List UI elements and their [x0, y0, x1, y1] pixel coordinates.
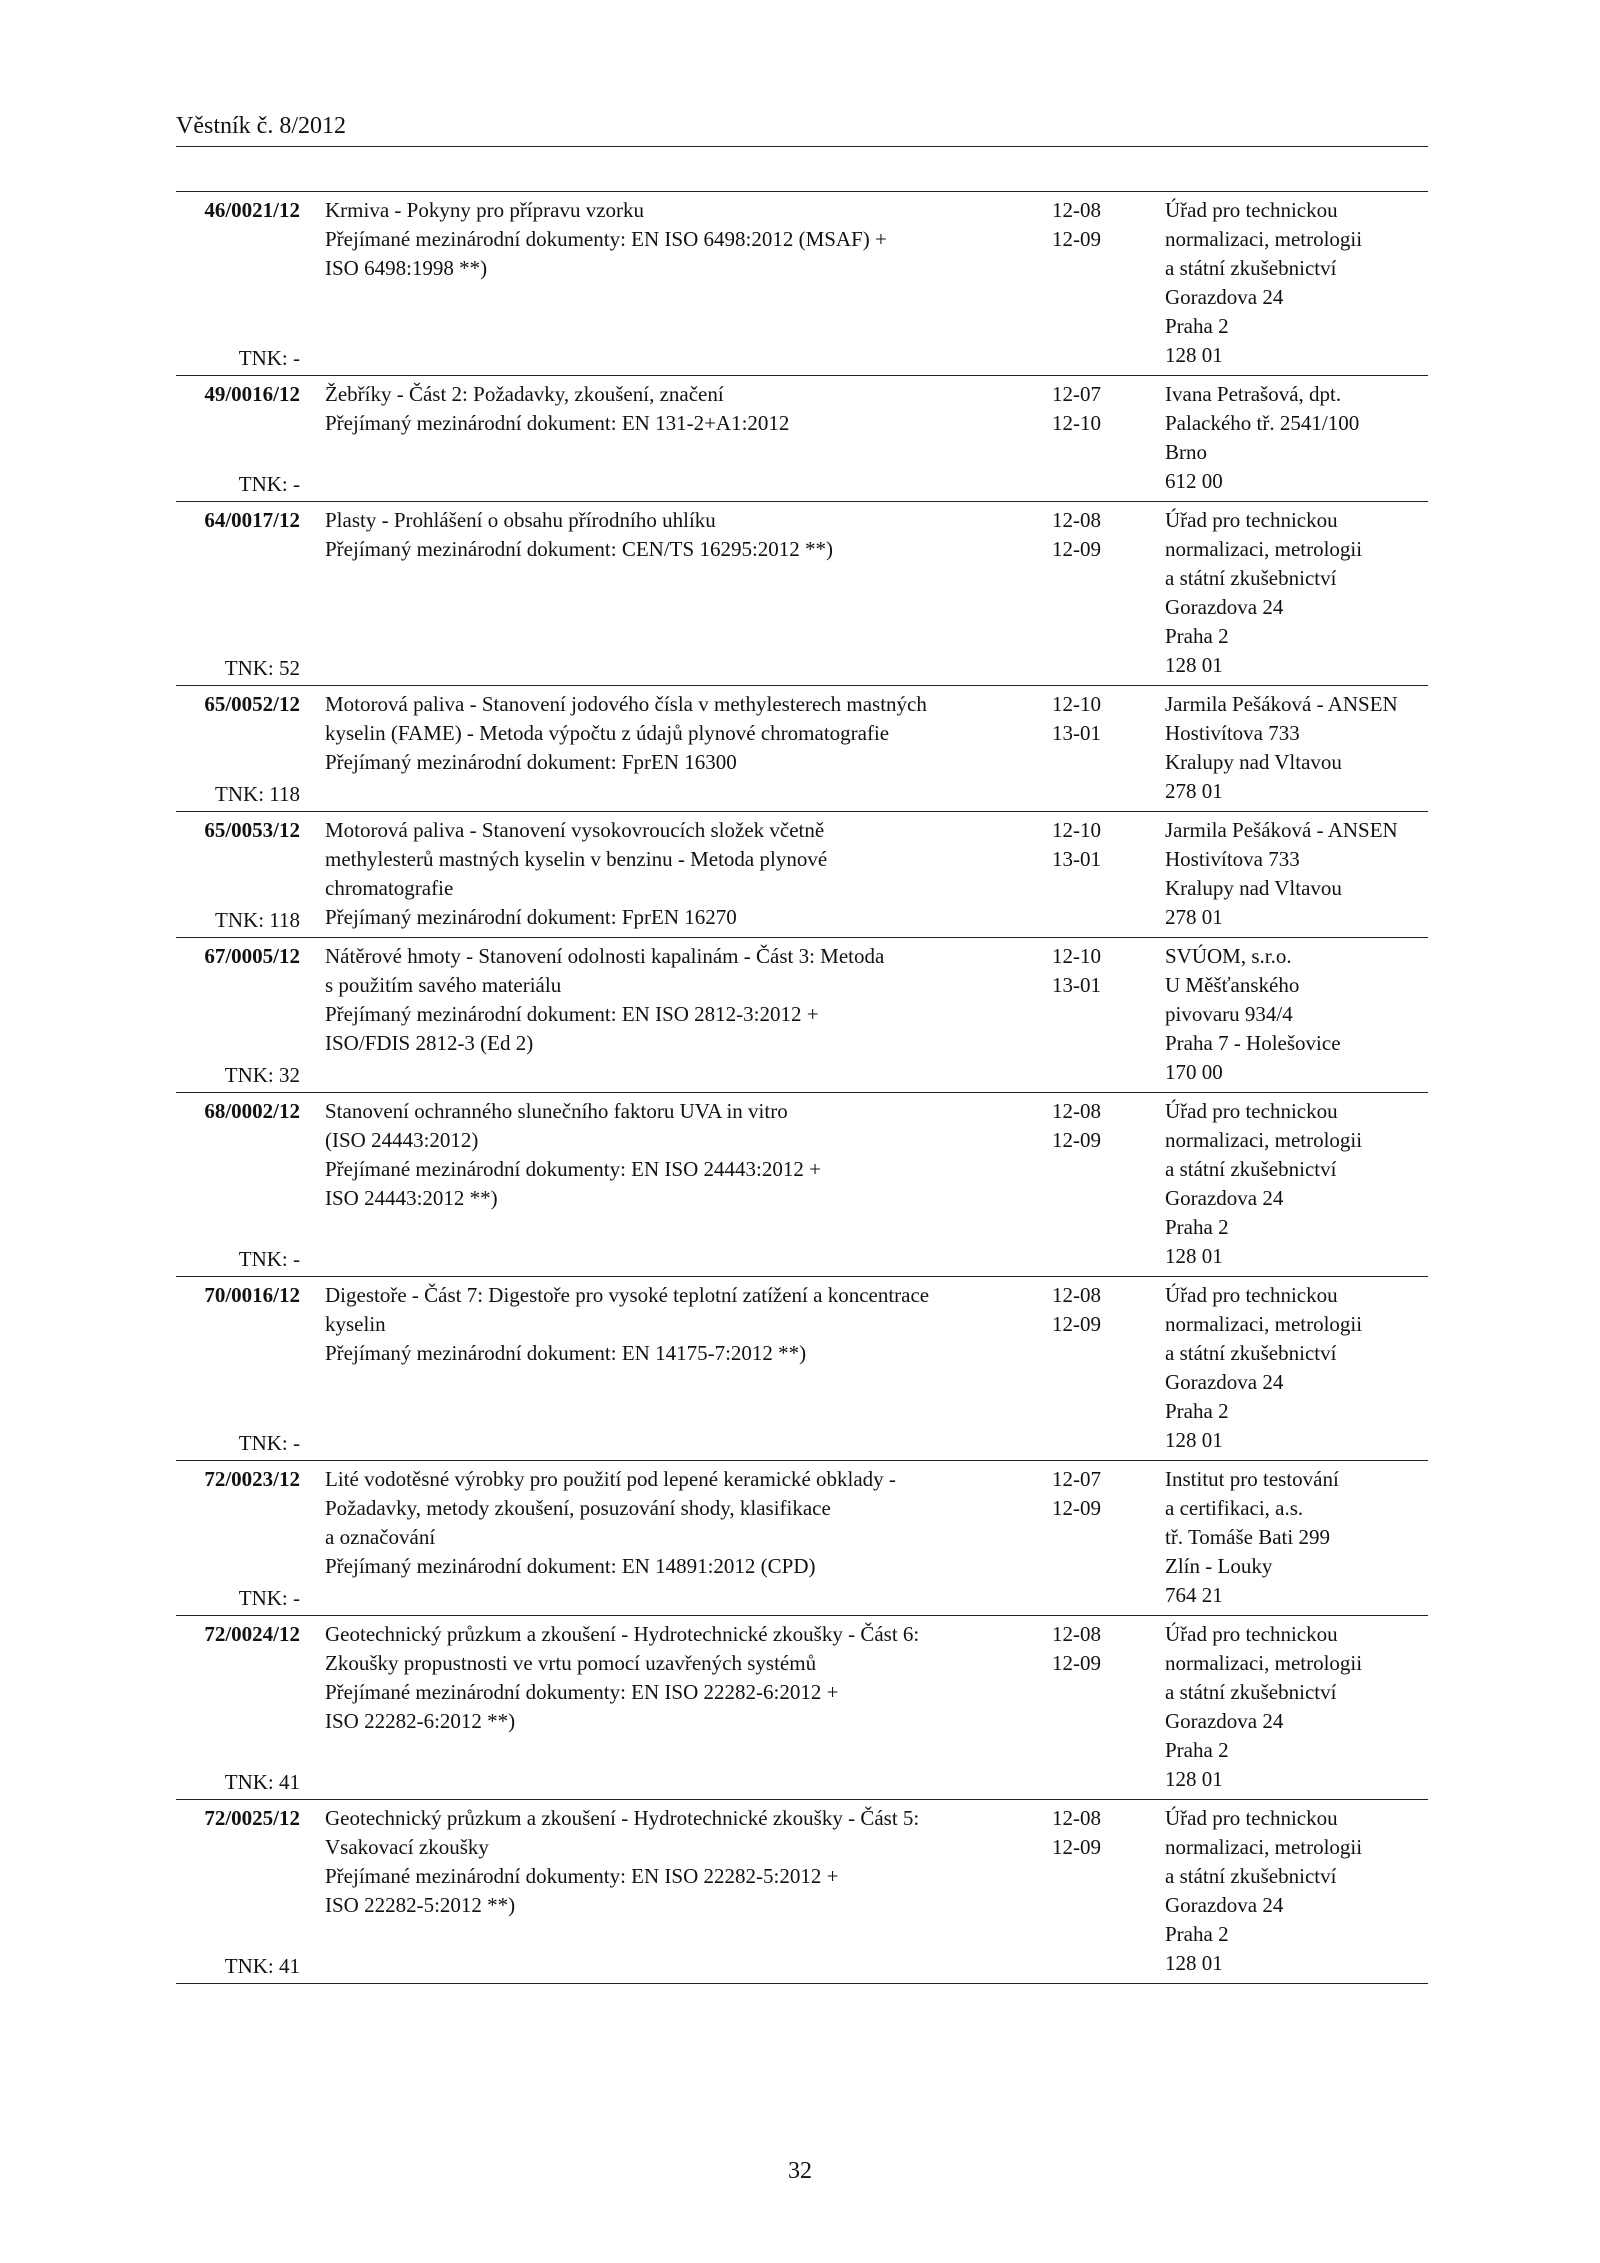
- table-row: [176, 1093, 1428, 1277]
- tnk-label: TNK: -: [238, 472, 300, 496]
- address-line: 764 21: [1165, 1583, 1223, 1607]
- dates: [1052, 816, 1122, 874]
- contact-address: [1165, 1281, 1435, 1455]
- address-line: normalizaci, metrologii: [1165, 1651, 1363, 1675]
- address-line: Ivana Petrašová, dpt.: [1165, 382, 1342, 406]
- address-line: Úřad pro technickou: [1165, 1622, 1338, 1646]
- table-row: [176, 1616, 1428, 1800]
- address-line: a státní zkušebnictví: [1165, 1864, 1337, 1888]
- date-value: 12-08: [1052, 1283, 1101, 1307]
- address-line: Praha 2: [1165, 1215, 1229, 1239]
- description-line: Přejímaný mezinárodní dokument: FprEN 16270: [325, 905, 737, 929]
- address-line: Gorazdova 24: [1165, 1893, 1284, 1917]
- document-number: 64/0017/12: [204, 508, 300, 532]
- description-line: Vsakovací zkoušky: [325, 1835, 489, 1859]
- dates: [1052, 506, 1122, 564]
- date-value: 12-10: [1052, 411, 1101, 435]
- date-value: 13-01: [1052, 973, 1101, 997]
- tnk-label: TNK: -: [238, 1247, 300, 1271]
- address-line: Hostivítova 733: [1165, 721, 1300, 745]
- address-line: 128 01: [1165, 1244, 1223, 1268]
- address-line: Gorazdova 24: [1165, 595, 1284, 619]
- description: [325, 690, 927, 777]
- description-line: Přejímaný mezinárodní dokument: EN 131-2+A1:2012: [325, 411, 790, 435]
- table-row: [176, 502, 1428, 686]
- description-line: ISO 22282-6:2012 **): [325, 1709, 516, 1733]
- description-line: Zkoušky propustnosti ve vrtu pomocí uzavřených systémů: [325, 1651, 817, 1675]
- description-line: Motorová paliva - Stanovení vysokovroucích složek včetně: [325, 818, 825, 842]
- document-number: 72/0024/12: [204, 1622, 300, 1646]
- table-row: [176, 1461, 1428, 1616]
- address-line: SVÚOM, s.r.o.: [1165, 944, 1292, 968]
- date-value: 12-09: [1052, 1651, 1101, 1675]
- date-value: 12-10: [1052, 818, 1101, 842]
- address-line: 278 01: [1165, 905, 1223, 929]
- address-line: Gorazdova 24: [1165, 1709, 1284, 1733]
- address-line: Úřad pro technickou: [1165, 198, 1338, 222]
- address-line: a státní zkušebnictví: [1165, 1341, 1337, 1365]
- description-line: Lité vodotěsné výrobky pro použití pod lepené keramické obklady -: [325, 1467, 896, 1491]
- contact-address: [1165, 690, 1435, 806]
- address-line: a státní zkušebnictví: [1165, 1680, 1337, 1704]
- address-line: Praha 2: [1165, 1399, 1229, 1423]
- date-value: 12-10: [1052, 944, 1101, 968]
- address-line: Praha 2: [1165, 1922, 1229, 1946]
- tnk-label: TNK: -: [238, 1431, 300, 1455]
- date-value: 12-09: [1052, 537, 1101, 561]
- table-row: [176, 938, 1428, 1093]
- header-rule: [176, 146, 1428, 147]
- tnk-label: TNK: -: [238, 346, 300, 370]
- address-line: a státní zkušebnictví: [1165, 566, 1337, 590]
- address-line: 128 01: [1165, 343, 1223, 367]
- address-line: 128 01: [1165, 653, 1223, 677]
- table-row: [176, 376, 1428, 502]
- description-line: Přejímaný mezinárodní dokument: FprEN 16300: [325, 750, 737, 774]
- description: [325, 1620, 920, 1736]
- address-line: Palackého tř. 2541/100: [1165, 411, 1360, 435]
- description-line: Motorová paliva - Stanovení jodového čísla v methylesterech mastných: [325, 692, 927, 716]
- contact-address: [1165, 380, 1435, 496]
- tnk-label: TNK: 52: [224, 656, 300, 680]
- document-number: 70/0016/12: [204, 1283, 300, 1307]
- address-line: Praha 2: [1165, 314, 1229, 338]
- description-line: Plasty - Prohlášení o obsahu přírodního uhlíku: [325, 508, 716, 532]
- date-value: 12-09: [1052, 1496, 1101, 1520]
- description-line: Přejímaný mezinárodní dokument: CEN/TS 16295:2012 **): [325, 537, 834, 561]
- document-number: 46/0021/12: [204, 198, 300, 222]
- description: [325, 1281, 930, 1368]
- contact-address: [1165, 1804, 1435, 1978]
- description: [325, 816, 885, 932]
- address-line: U Měšťanského: [1165, 973, 1300, 997]
- address-line: normalizaci, metrologii: [1165, 1128, 1363, 1152]
- address-line: Zlín - Louky: [1165, 1554, 1273, 1578]
- tnk-label: TNK: -: [238, 1586, 300, 1610]
- document-number: 72/0025/12: [204, 1806, 300, 1830]
- description-line: Stanovení ochranného slunečního faktoru UVA in vitro: [325, 1099, 788, 1123]
- date-value: 12-09: [1052, 1835, 1101, 1859]
- address-line: normalizaci, metrologii: [1165, 1312, 1363, 1336]
- description-line: kyselin: [325, 1312, 386, 1336]
- address-line: Praha 7 - Holešovice: [1165, 1031, 1341, 1055]
- address-line: Gorazdova 24: [1165, 285, 1284, 309]
- page-number: 32: [788, 2158, 812, 2184]
- address-line: a státní zkušebnictví: [1165, 1157, 1337, 1181]
- date-value: 12-07: [1052, 382, 1101, 406]
- contact-address: [1165, 1465, 1435, 1610]
- contact-address: [1165, 816, 1435, 932]
- date-value: 12-08: [1052, 1806, 1101, 1830]
- address-line: Praha 2: [1165, 624, 1229, 648]
- address-line: Gorazdova 24: [1165, 1186, 1284, 1210]
- date-value: 12-07: [1052, 1467, 1101, 1491]
- address-line: normalizaci, metrologii: [1165, 1835, 1363, 1859]
- description-line: Přejímané mezinárodní dokumenty: EN ISO 6498:2012 (MSAF) +: [325, 227, 887, 251]
- date-value: 12-08: [1052, 1622, 1101, 1646]
- description-line: kyselin (FAME) - Metoda výpočtu z údajů plynové chromatografie: [325, 721, 890, 745]
- description: [325, 380, 885, 438]
- date-value: 12-10: [1052, 692, 1101, 716]
- date-value: 12-09: [1052, 1128, 1101, 1152]
- description-line: Geotechnický průzkum a zkoušení - Hydrotechnické zkoušky - Část 5:: [325, 1806, 920, 1830]
- table-row: [176, 1277, 1428, 1461]
- description-line: ISO 24443:2012 **): [325, 1186, 498, 1210]
- date-value: 13-01: [1052, 721, 1101, 745]
- date-value: 13-01: [1052, 847, 1101, 871]
- address-line: 278 01: [1165, 779, 1223, 803]
- address-line: pivovaru 934/4: [1165, 1002, 1293, 1026]
- description-line: Digestoře - Část 7: Digestoře pro vysoké teplotní zatížení a koncentrace: [325, 1283, 930, 1307]
- address-line: Kralupy nad Vltavou: [1165, 876, 1342, 900]
- dates: [1052, 196, 1122, 254]
- description-line: Přejímaný mezinárodní dokument: EN 14891:2012 (CPD): [325, 1554, 816, 1578]
- tnk-label: TNK: 41: [224, 1770, 300, 1794]
- table-row: [176, 812, 1428, 938]
- description-line: ISO/FDIS 2812-3 (Ed 2): [325, 1031, 534, 1055]
- address-line: Úřad pro technickou: [1165, 508, 1338, 532]
- address-line: Jarmila Pešáková - ANSEN: [1165, 692, 1398, 716]
- address-line: 170 00: [1165, 1060, 1223, 1084]
- description-line: a označování: [325, 1525, 436, 1549]
- description-line: ISO 6498:1998 **): [325, 256, 488, 280]
- description: [325, 506, 885, 564]
- document-number: 67/0005/12: [204, 944, 300, 968]
- tnk-label: TNK: 41: [224, 1954, 300, 1978]
- contact-address: [1165, 1097, 1435, 1271]
- dates: [1052, 690, 1122, 748]
- document-number: 68/0002/12: [204, 1099, 300, 1123]
- description-line: Přejímaný mezinárodní dokument: EN ISO 2812-3:2012 +: [325, 1002, 819, 1026]
- document-number: 72/0023/12: [204, 1467, 300, 1491]
- dates: [1052, 1281, 1122, 1339]
- tnk-label: TNK: 118: [215, 782, 300, 806]
- description-line: Žebříky - Část 2: Požadavky, zkoušení, značení: [325, 382, 724, 406]
- address-line: Brno: [1165, 440, 1207, 464]
- address-line: 128 01: [1165, 1951, 1223, 1975]
- description: [325, 1804, 920, 1920]
- address-line: Úřad pro technickou: [1165, 1099, 1338, 1123]
- description: [325, 1465, 896, 1581]
- address-line: tř. Tomáše Bati 299: [1165, 1525, 1330, 1549]
- description-line: Přejímané mezinárodní dokumenty: EN ISO 22282-5:2012 +: [325, 1864, 839, 1888]
- description: [325, 196, 885, 283]
- contact-address: [1165, 942, 1435, 1087]
- description-line: chromatografie: [325, 876, 454, 900]
- address-line: Hostivítova 733: [1165, 847, 1300, 871]
- dates: [1052, 1804, 1122, 1862]
- description-line: ISO 22282-5:2012 **): [325, 1893, 516, 1917]
- dates: [1052, 1097, 1122, 1155]
- description-line: Přejímané mezinárodní dokumenty: EN ISO 24443:2012 +: [325, 1157, 821, 1181]
- table-row: [176, 192, 1428, 376]
- address-line: Úřad pro technickou: [1165, 1283, 1338, 1307]
- page-header: Věstník č. 8/2012: [176, 113, 346, 139]
- dates: [1052, 1465, 1122, 1523]
- description-line: Nátěrové hmoty - Stanovení odolnosti kapalinám - Část 3: Metoda: [325, 944, 885, 968]
- table-row: [176, 686, 1428, 812]
- address-line: normalizaci, metrologii: [1165, 227, 1363, 251]
- description-line: Přejímaný mezinárodní dokument: EN 14175-7:2012 **): [325, 1341, 807, 1365]
- description-line: Požadavky, metody zkoušení, posuzování shody, klasifikace: [325, 1496, 831, 1520]
- document-number: 65/0052/12: [204, 692, 300, 716]
- address-line: Kralupy nad Vltavou: [1165, 750, 1342, 774]
- description-line: Geotechnický průzkum a zkoušení - Hydrotechnické zkoušky - Část 6:: [325, 1622, 920, 1646]
- dates: [1052, 942, 1122, 1000]
- description-line: s použitím savého materiálu: [325, 973, 562, 997]
- contact-address: [1165, 1620, 1435, 1794]
- date-value: 12-09: [1052, 1312, 1101, 1336]
- address-line: 128 01: [1165, 1428, 1223, 1452]
- address-line: Gorazdova 24: [1165, 1370, 1284, 1394]
- document-number: 65/0053/12: [204, 818, 300, 842]
- date-value: 12-08: [1052, 198, 1101, 222]
- dates: [1052, 380, 1122, 438]
- tnk-label: TNK: 118: [215, 908, 300, 932]
- contact-address: [1165, 506, 1435, 680]
- date-value: 12-09: [1052, 227, 1101, 251]
- description-line: (ISO 24443:2012): [325, 1128, 479, 1152]
- description: [325, 942, 885, 1058]
- address-line: Jarmila Pešáková - ANSEN: [1165, 818, 1398, 842]
- description-line: Přejímané mezinárodní dokumenty: EN ISO 22282-6:2012 +: [325, 1680, 839, 1704]
- description-line: Krmiva - Pokyny pro přípravu vzorku: [325, 198, 645, 222]
- document-number: 49/0016/12: [204, 382, 300, 406]
- address-line: 128 01: [1165, 1767, 1223, 1791]
- address-line: Praha 2: [1165, 1738, 1229, 1762]
- address-line: Institut pro testování: [1165, 1467, 1339, 1491]
- standards-table: [176, 191, 1428, 1984]
- date-value: 12-08: [1052, 1099, 1101, 1123]
- address-line: a certifikaci, a.s.: [1165, 1496, 1304, 1520]
- description-line: methylesterů mastných kyselin v benzinu - Metoda plynové: [325, 847, 828, 871]
- address-line: Úřad pro technickou: [1165, 1806, 1338, 1830]
- address-line: a státní zkušebnictví: [1165, 256, 1337, 280]
- dates: [1052, 1620, 1122, 1678]
- address-line: 612 00: [1165, 469, 1223, 493]
- address-line: normalizaci, metrologii: [1165, 537, 1363, 561]
- date-value: 12-08: [1052, 508, 1101, 532]
- contact-address: [1165, 196, 1435, 370]
- tnk-label: TNK: 32: [224, 1063, 300, 1087]
- table-row: [176, 1800, 1428, 1984]
- description: [325, 1097, 885, 1213]
